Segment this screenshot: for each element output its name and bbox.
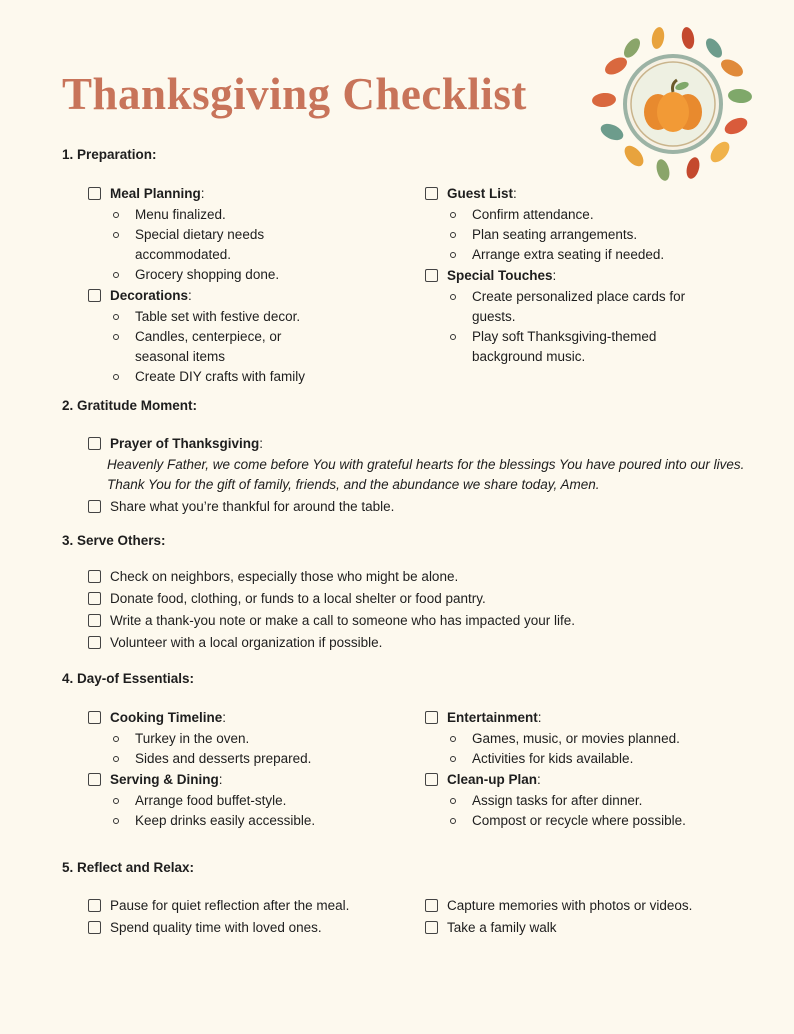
gratitude-column [88,434,748,518]
item-label: Meal Planning [110,186,201,201]
list-item: Keep drinks easily accessible. [88,811,388,831]
day-of-left-column [88,708,388,832]
sub-list [425,791,745,831]
checkbox[interactable] [425,773,438,786]
list-item: Create DIY crafts with family [88,367,388,387]
checklist-item-meal-planning[interactable]: Meal Planning: [88,184,388,204]
list-item: Table set with festive decor. [88,307,388,327]
list-item: Compost or recycle where possible. [425,811,745,831]
sub-list [88,791,388,831]
checklist-item[interactable] [88,918,408,938]
list-item: Special dietary needs accommodated. [88,225,290,265]
sub-list [88,205,388,285]
list-item: Games, music, or movies planned. [425,729,745,749]
preparation-right-column [425,184,745,368]
checklist-item-serving-dining[interactable]: Serving & Dining: [88,770,388,790]
list-item: Sides and desserts prepared. [88,749,388,769]
list-item: Activities for kids available. [425,749,745,769]
item-label: Pause for quiet reflection after the meal. [110,898,350,913]
section-heading-serve: 3. Serve Others: [62,533,166,548]
checkbox[interactable] [88,592,101,605]
checklist-item[interactable] [88,896,408,916]
sub-list [88,729,388,769]
item-label: Share what you’re thankful for around the table. [110,499,395,514]
list-item: Assign tasks for after dinner. [425,791,745,811]
checkbox[interactable] [425,187,438,200]
checkbox[interactable] [88,614,101,627]
checklist-item[interactable] [425,896,745,916]
item-label: Write a thank-you note or make a call to someone who has impacted your life. [110,613,575,628]
checkbox[interactable] [425,269,438,282]
item-label: Cooking Timeline [110,710,223,725]
checkbox[interactable] [425,899,438,912]
serve-column [88,567,748,655]
checklist-item-decorations[interactable]: Decorations: [88,286,388,306]
item-label: Special Touches [447,268,553,283]
reflect-left-column [88,896,408,940]
checkbox[interactable] [88,921,101,934]
checkbox[interactable] [88,636,101,649]
item-label: Donate food, clothing, or funds to a local shelter or food pantry. [110,591,486,606]
item-label: Guest List [447,186,514,201]
list-item: Arrange extra seating if needed. [425,245,745,265]
reflect-right-column [425,896,745,940]
prayer-text: Heavenly Father, we come before You with grateful hearts for the blessings You have poured into our lives. Thank You for the gift of family, friends, and the abundance we share today, Amen. [107,457,745,492]
checklist-item-share[interactable] [88,497,748,517]
pumpkin-wreath-icon [588,26,758,186]
item-label: Clean-up Plan [447,772,538,787]
list-item: Play soft Thanksgiving-themed background music. [425,327,702,367]
item-label: Spend quality time with loved ones. [110,920,322,935]
sub-list [425,287,745,367]
checklist-item[interactable] [88,589,748,609]
checkbox[interactable] [88,711,101,724]
item-label: Volunteer with a local organization if possible. [110,635,383,650]
checklist-item-cooking-timeline[interactable]: Cooking Timeline: [88,708,388,728]
list-item: Grocery shopping done. [88,265,388,285]
list-item: Plan seating arrangements. [425,225,745,245]
item-label: Take a family walk [447,920,557,935]
checkbox[interactable] [88,500,101,513]
checklist-item-clean-up-plan[interactable]: Clean-up Plan: [425,770,745,790]
section-heading-preparation: 1. Preparation: [62,147,157,162]
item-label: Prayer of Thanksgiving [110,436,260,451]
checkbox[interactable] [88,187,101,200]
checklist-item[interactable] [88,567,748,587]
checkbox[interactable] [88,437,101,450]
day-of-right-column [425,708,745,832]
page-title: Thanksgiving Checklist [62,69,527,119]
list-item: Confirm attendance. [425,205,745,225]
item-label: Serving & Dining [110,772,219,787]
item-label: Check on neighbors, especially those who might be alone. [110,569,459,584]
preparation-left-column [88,184,388,388]
checklist-item[interactable] [425,918,745,938]
sub-list [425,729,745,769]
item-label: Capture memories with photos or videos. [447,898,693,913]
section-heading-gratitude: 2. Gratitude Moment: [62,398,198,413]
checklist-item-entertainment[interactable]: Entertainment: [425,708,745,728]
checkbox[interactable] [88,570,101,583]
checkbox[interactable] [425,711,438,724]
checkbox[interactable] [88,899,101,912]
item-label: Entertainment [447,710,538,725]
checklist-item[interactable] [88,611,748,631]
list-item: Create personalized place cards for guests. [425,287,722,327]
list-item: Candles, centerpiece, or seasonal items [88,327,300,367]
list-item: Menu finalized. [88,205,388,225]
sub-list [425,205,745,265]
checklist-item-prayer[interactable]: Prayer of Thanksgiving: [88,434,748,454]
checkbox[interactable] [425,921,438,934]
section-heading-reflect: 5. Reflect and Relax: [62,860,195,875]
item-label: Decorations [110,288,189,303]
list-item: Turkey in the oven. [88,729,388,749]
checkbox[interactable] [88,773,101,786]
section-heading-day-of: 4. Day-of Essentials: [62,671,195,686]
checklist-item[interactable] [88,633,748,653]
checkbox[interactable] [88,289,101,302]
list-item: Arrange food buffet-style. [88,791,388,811]
sub-list [88,307,388,387]
checklist-item-guest-list[interactable]: Guest List: [425,184,745,204]
checklist-item-special-touches[interactable]: Special Touches: [425,266,745,286]
